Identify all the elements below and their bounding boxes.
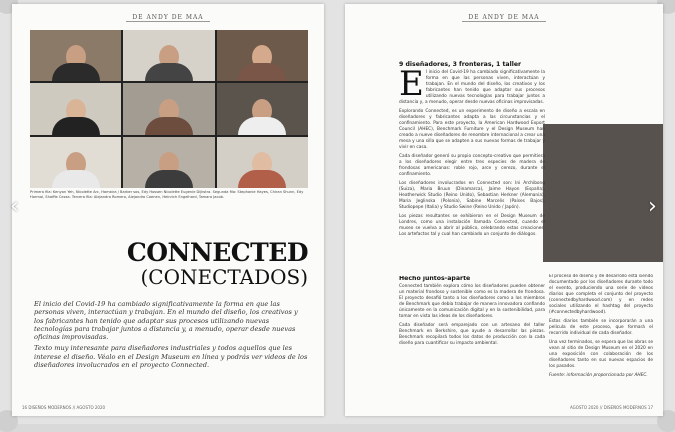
source-note: Fuente: información proporcionada por AHEC. (549, 373, 648, 378)
previous-page-arrow-icon[interactable]: ‹ (10, 194, 19, 219)
right-page (345, 4, 663, 416)
photo-tile (217, 83, 308, 134)
body-paragraph: Los piezas resultantes se exhibieron en el Design Museum de Londres, como una instalación llamada Connected, cuando el museo se vuelva a abrir al público, celebrando estas creaciones. Los artefactos tal y cual han cambiado un conjunto de diálogos. (399, 214, 545, 237)
video-call-photo (30, 30, 308, 188)
dark-image-block (543, 124, 663, 262)
body-paragraph: El proceso de diseño y de desarrollo está siendo documentado por los diseñadores durante todo el evento, produciendo una serie de videos diarios que completa el conjunto del proyecto (connectedbyhardwood.com) y en redes sociales utilizando el hashtag del proyecto (#connectedbyhardwood). (549, 274, 653, 315)
photo-tile (30, 83, 121, 134)
section-subhead: Hecho juntos-aparte (399, 276, 471, 282)
photo-tile (30, 30, 121, 81)
photo-tile (217, 137, 308, 188)
running-head: DE ANDY DE MAA (12, 14, 324, 21)
body-paragraph: Una vez terminados, se espera que las obras se vean al sitio de Design Museum en el 2020 en una exposición con colaboración de los diseñadores tanto en sus nuevas espacios de los pasados. (549, 340, 653, 369)
section-title: 9 diseñadores, 3 fronteras, 1 taller (399, 61, 522, 68)
article-headline (30, 240, 308, 288)
photo-tile (123, 83, 214, 134)
photo-tile (123, 30, 214, 81)
body-paragraph: Estos diarios también se incorporarán a una película de este proceso, que formará el recorrido individual de cada diseñador. (549, 319, 653, 336)
article-column-2 (399, 276, 545, 406)
photo-caption: Primera fila: Kenyon Yeh, Nicolette Arc, Hamstra / Barber sos, Edy Hossen Nicolette Eugenie Dijkstra. Segunda fila: Stephanie Hayes, Chiran Shunn, Edy Hormal, Shaffie Cezza. Tercera fila: Alejandro Romero, Alejandro Coenen, Heinrich Engelhard, Tamara Jacob. (30, 190, 304, 199)
page-footer: 16 DISEÑOS MODERNOS // AGOSTO 2020 (22, 405, 106, 410)
body-paragraph: Cada diseñador será emparejado con un artesano del taller Benchmark en Berkshire, que ayude a desarrollar las piezas. Benchmark recopilará todos los datos de producción con la cada diseño para cuantificar su impacto ambiental. (399, 323, 545, 346)
photo-tile (30, 137, 121, 188)
article-column-1 (399, 62, 545, 272)
page-footer: AGOSTO 2020 // DISEÑOS MODERNOS 17 (569, 405, 653, 410)
running-head: DE ANDY DE MAA (345, 14, 663, 21)
body-paragraph: l inicio del Covid-19 ha cambiado significativamente la forma en que las personas viven, interactúan y trabajan. En el mundo del diseño, los creativos y los fabricantes han tenido que adaptar sus procesos utilizando nuevas tecnologías para trabajar juntos a distancia y, a menudo, operar desde nuevas oficinas improvisadas. (399, 70, 545, 105)
article-column-3 (549, 274, 653, 402)
intro-paragraph: Texto muy interesante para diseñadores industriales y todos aquellos que les interese el diseño. Véalo en el Design Museum en línea y podrás ver videos de los diseñadores involucrados en el proyecto Connected. (34, 344, 308, 370)
photo-tile (217, 30, 308, 81)
next-page-arrow-icon[interactable]: › (648, 194, 657, 219)
body-paragraph: Explorando Connected, es un experimento de diseño a escala en diseñadores y fabricantes adapta a las circunstancias y el confinamiento. Para este proyecto, la American Hardwood Export Council (AHEC), Benchmark Furniture y el Design Museum han creado a nueve diseñadores de renombre internacional a crear una mesa y una silla que se adapten a sus nuevas formas de trabajar y vivir en casa. (399, 109, 545, 150)
article-subtitle: (CONECTADOS) (140, 265, 308, 289)
body-paragraph: Los diseñadores involucrados en Connected son: Ini Archibong (Suiza), Maria Bruun (Dinamarca), Jaime Hayon (España), Heatherwick Studio (Reino Unido), Sebastian Herkner (Alemania), Maria Jeglinska (Polonia), Sabine Marcelis (Países Bajos), Studiopepe (Italia) y Studio Swine (Reino Unido / Japón). (399, 181, 545, 210)
drop-cap: E (399, 64, 424, 104)
body-paragraph: Connected también explora cómo los diseñadores pueden obtener un material frondoso y sostenible como es la madera de frondosa. El proyecto desafió tanto a los diseñadores como a los miembros de Benchmark que debía trabajar de manera innovadora confiando únicamente en la comunicación digital y en la sostenibilidad, para tomar en vista las ideas de los diseñadores. (399, 284, 545, 319)
intro-paragraph: El inicio del Covid-19 ha cambiado significativamente la forma en que las personas viven, interactúan y trabajan. En el mundo del diseño, los creativos y los fabricantes han tenido que adaptar sus procesos utilizando nuevas tecnologías para trabajar juntos a distancia y, a menudo, operar desde nuevas oficinas improvisadas. (34, 300, 298, 342)
article-title: CONNECTED (126, 238, 308, 267)
left-page (12, 4, 324, 416)
body-paragraph: Cada diseñador generó su propio concepto-creativo que permitiera a los diseñadores elegir entre tres especies de madera de frondosas americanas: roble rojo, arce y cerezo, durante el confinamiento. (399, 154, 545, 177)
article-intro (34, 300, 308, 372)
photo-tile (123, 137, 214, 188)
